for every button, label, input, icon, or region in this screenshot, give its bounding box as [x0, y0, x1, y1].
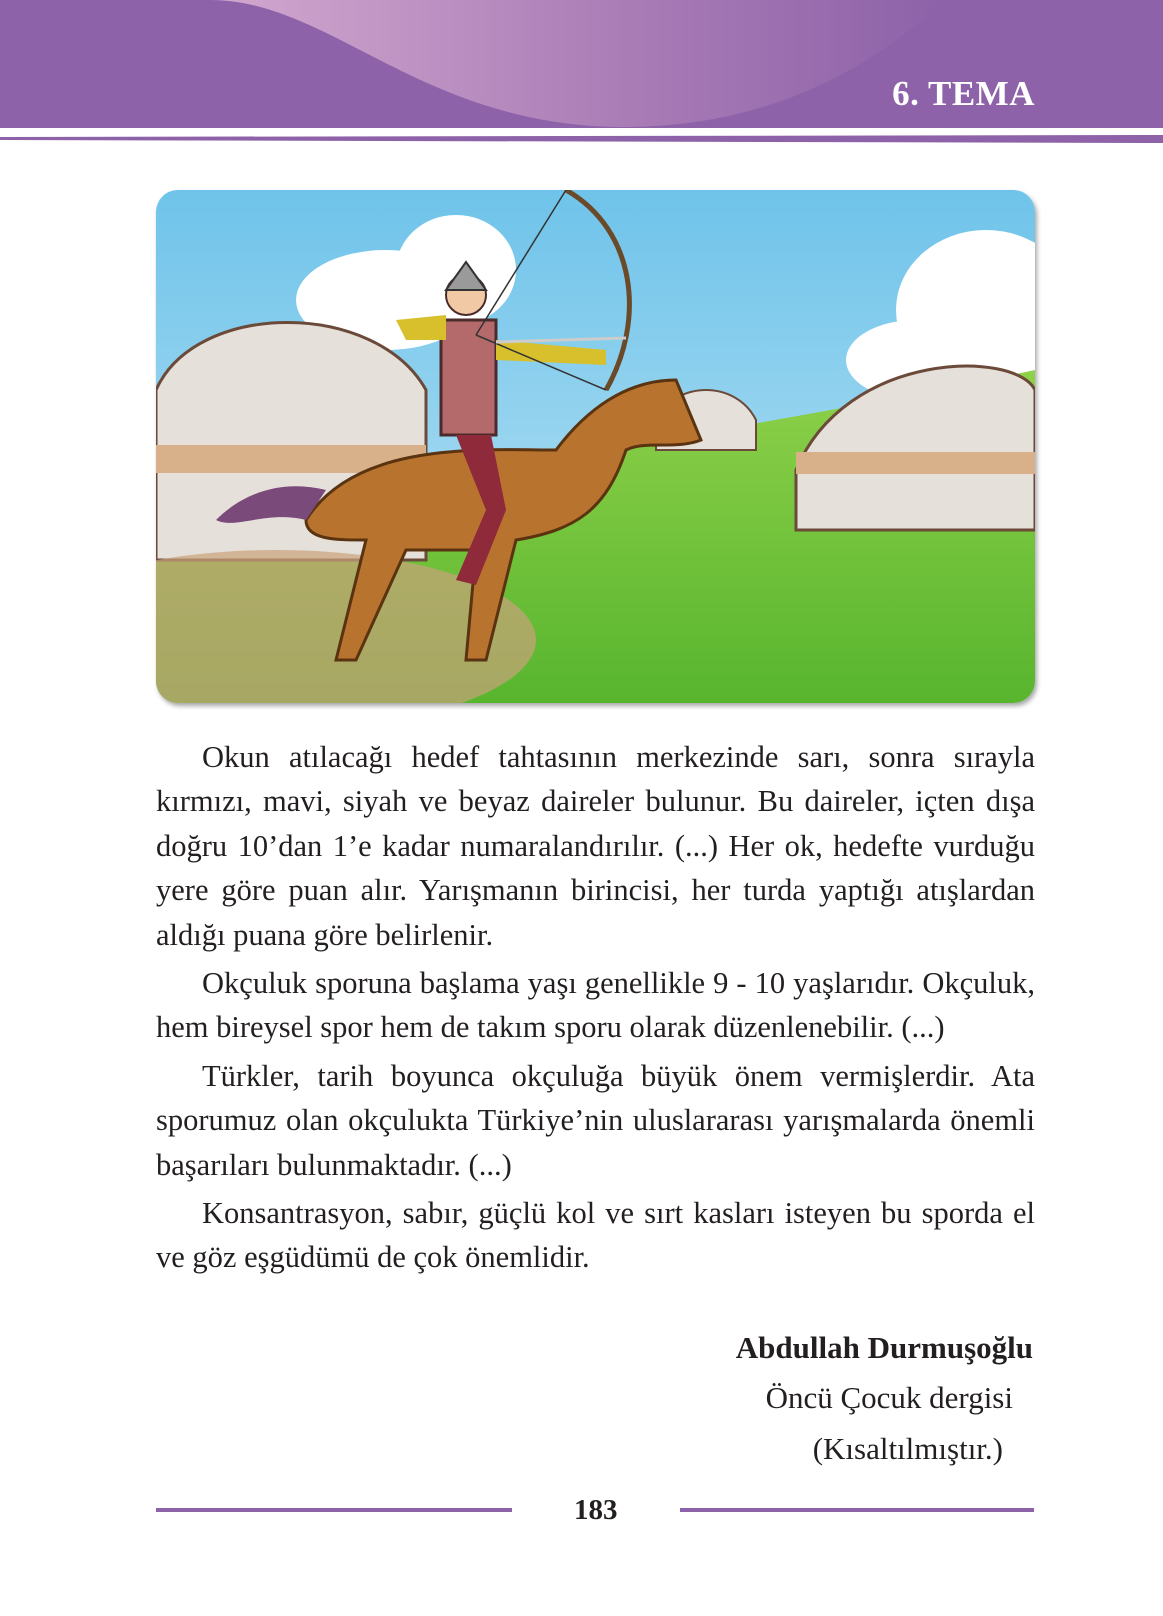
paragraph: Okçuluk sporuna başlama yaşı genellikle 9 - 10 yaşlarıdır. Okçuluk, hem bireysel spor hem de takım sporu olarak düzenlenebilir. (...): [156, 966, 1035, 1045]
theme-label: 6. TEMA: [892, 74, 1035, 113]
abridged-note: (Kısaltılmıştır.): [812, 1431, 1003, 1466]
source-name: Öncü Çocuk dergisi: [765, 1380, 1013, 1415]
header-divider: [0, 133, 1163, 145]
article-body: [156, 735, 1035, 1284]
paragraph: Konsantrasyon, sabır, güçlü kol ve sırt kasları isteyen bu sporda el ve göz eşgüdümü de çok önemlidir.: [156, 1196, 1035, 1275]
author-name: Abdullah Durmuşoğlu: [735, 1330, 1033, 1365]
page-number: 183: [574, 1494, 618, 1526]
footer-line-left: [156, 1508, 512, 1512]
theme-header-banner: [0, 0, 1163, 128]
paragraph: Okun atılacağı hedef tahtasının merkezinde sarı, sonra sırayla kırmızı, mavi, siyah ve beyaz daireler bulunur. Bu daireler, içten dışa doğru 10’dan 1’e kadar numaralandırılır. (...) Her ok, hedefte vurduğu yere göre puan alır. Yarışmanın birincisi, her turda yaptığı atışlardan aldığı puana göre belirlenir.: [156, 740, 1035, 952]
archer-illustration: [156, 190, 1035, 703]
footer-line-right: [680, 1508, 1034, 1512]
paragraph: Türkler, tarih boyunca okçuluğa büyük önem vermişlerdir. Ata sporumuz olan okçulukta Türkiye’nin uluslararası yarışmalarda önemli başarıları bulunmaktadır. (...): [156, 1058, 1035, 1182]
